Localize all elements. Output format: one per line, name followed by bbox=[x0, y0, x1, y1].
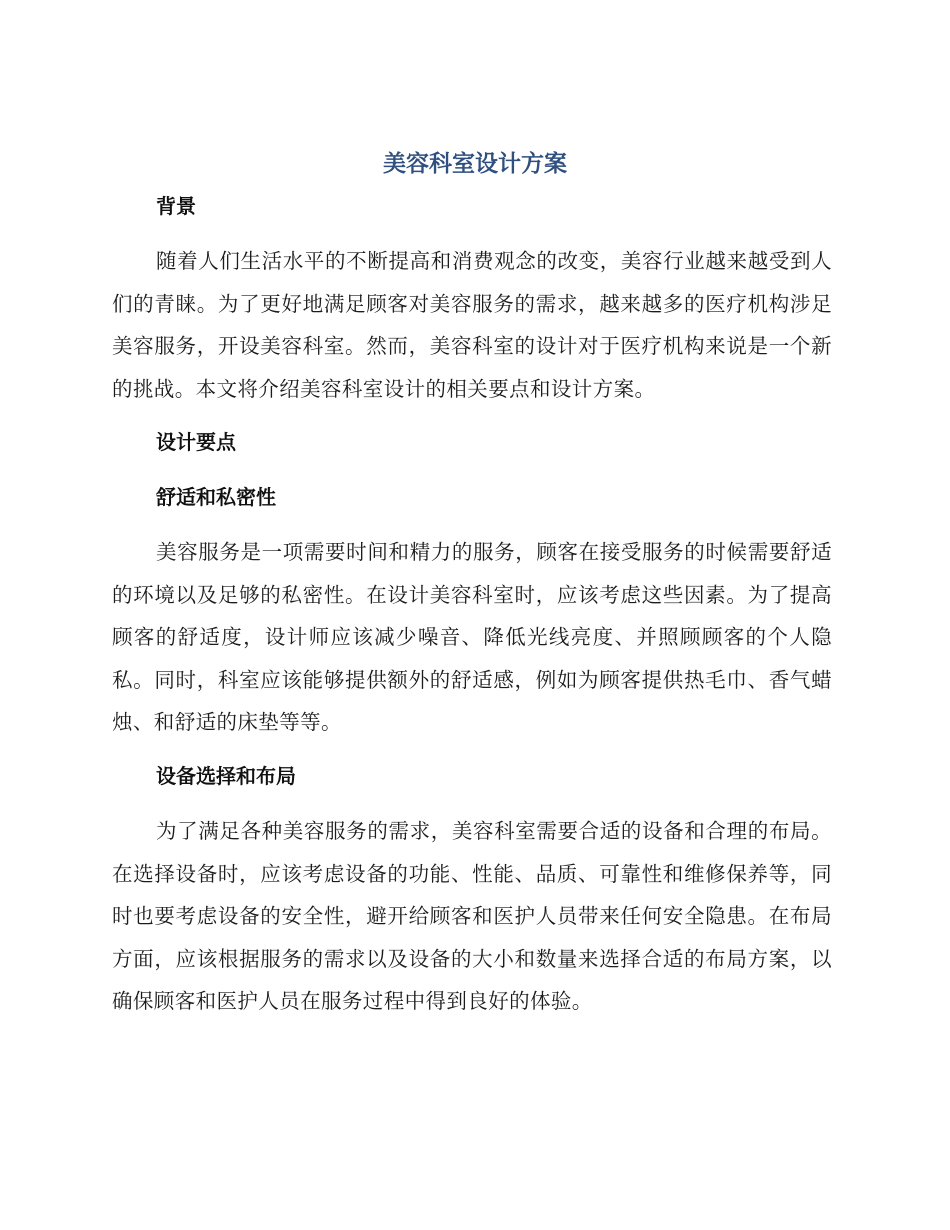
section-paragraph-comfort-privacy: 美容服务是一项需要时间和精力的服务，顾客在接受服务的时候需要舒适的环境以及足够的私密性。在设计美容科室时，应该考虑这些因素。为了提高顾客的舒适度，设计师应该减少噪音、降低光线亮度、并照顾顾客的个人隐私。同时，科室应该能够提供额外的舒适感，例如为顾客提供热毛巾、香气蜡烛、和舒适的床垫等等。 bbox=[112, 540, 832, 734]
section-heading-design-points: 设计要点 bbox=[156, 430, 236, 454]
section-heading-equipment-layout: 设备选择和布局 bbox=[156, 764, 296, 788]
section-paragraph-equipment-layout: 为了满足各种美容服务的需求，美容科室需要合适的设备和合理的布局。在选择设备时，应该考虑设备的功能、性能、品质、可靠性和维修保养等，同时也要考虑设备的安全性，避开给顾客和医护人员带来任何安全隐患。在布局方面，应该根据服务的需求以及设备的大小和数量来选择合适的布局方案，以确保顾客和医护人员在服务过程中得到良好的体验。 bbox=[112, 819, 832, 1013]
section-heading-background: 背景 bbox=[156, 194, 196, 218]
section-heading-comfort-privacy: 舒适和私密性 bbox=[156, 485, 276, 509]
document-title: 美容科室设计方案 bbox=[383, 151, 567, 177]
section-paragraph-background: 随着人们生活水平的不断提高和消费观念的改变，美容行业越来越受到人们的青睐。为了更好地满足顾客对美容服务的需求，越来越多的医疗机构涉足美容服务，开设美容科室。然而，美容科室的设计对于医疗机构来说是一个新的挑战。本文将介绍美容科室设计的相关要点和设计方案。 bbox=[112, 249, 832, 401]
